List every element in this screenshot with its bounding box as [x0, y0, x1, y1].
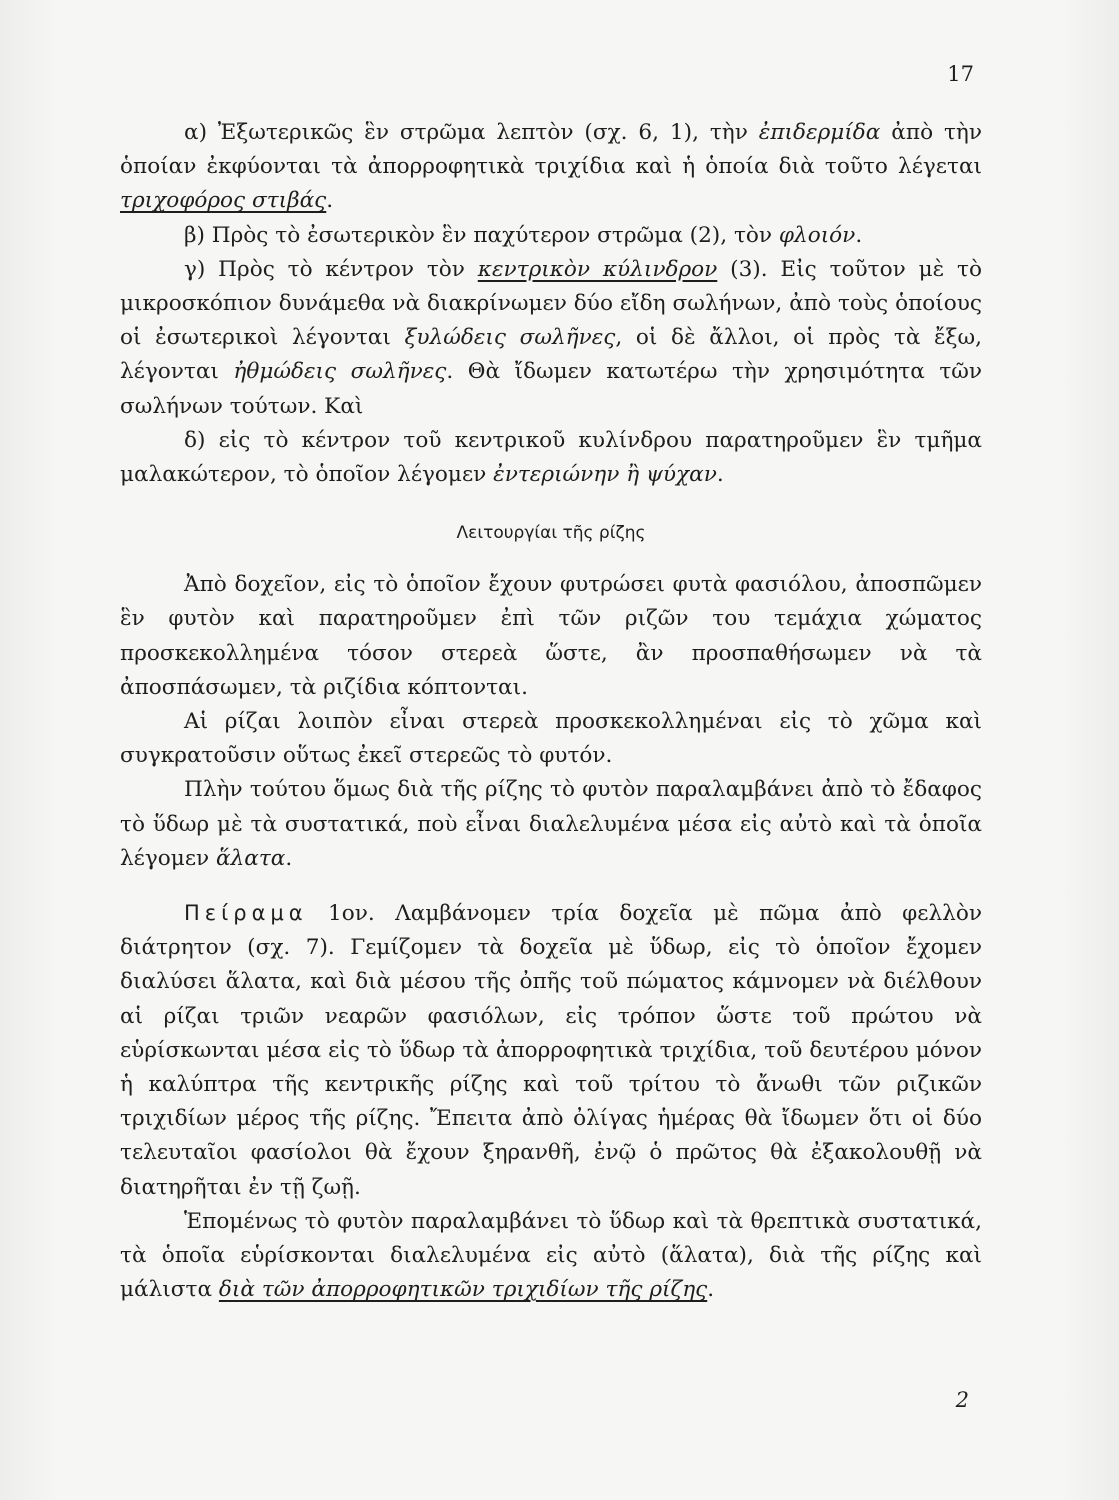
paragraph-2: Αἱ ρίζαι λοιπὸν εἶναι στερεὰ προσκεκολλημέναι εἰς τὸ χῶμα καὶ συγκρατοῦσιν οὕτως ἐκεῖ στερεῶς τὸ φυτόν.	[120, 709, 982, 769]
paragraph-3	[120, 773, 982, 876]
text-run: Ἑπομένως τὸ φυτὸν παραλαμβάνει τὸ ὕδωρ καὶ τὰ θρεπτικὰ συστατικά, τὰ ὁποῖα εὑρίσκονται διαλελυμένα εἰς αὐτὸ (ἅλατα), διὰ τῆς ρίζης καὶ μάλιστα	[120, 1208, 982, 1303]
text-run: .	[855, 222, 863, 248]
paragraph-4	[120, 1205, 982, 1308]
term-absorbing-hairs-conclusion: διὰ τῶν ἀπορροφητικῶν τριχιδίων τῆς ρίζης	[218, 1277, 708, 1303]
term-hair-layer: τριχοφόρος στιβάς	[120, 188, 327, 214]
term-epidermis: ἐπιδερμίδα	[758, 120, 881, 145]
text-run: .	[716, 462, 724, 488]
text-run: γ) Πρὸς τὸ κέντρον τὸν	[184, 256, 478, 282]
paragraph-d	[120, 424, 982, 492]
text-run: α) Ἐξωτερικῶς ἓν στρῶμα λεπτὸν (σχ. 6, 1), τὴν	[184, 120, 759, 145]
text-run: δ) εἰς τὸ κέντρον τοῦ κεντρικοῦ κυλίνδρου παρατηροῦμεν ἓν τμῆμα μαλακώτερον, τὸ ὁποῖον λέγομεν	[120, 427, 982, 488]
signature-mark: 2	[955, 1388, 969, 1412]
text-run: β) Πρὸς τὸ ἐσωτερικὸν ἓν παχύτερον στρῶμα (2), τὸν	[184, 222, 779, 248]
term-cortex: φλοιόν	[778, 222, 856, 248]
term-absorbing-hairs: ἀπορροφητικὰ τριχίδια	[367, 154, 626, 180]
spacer	[120, 876, 982, 896]
text-run: (3). Εἰς τοῦτον μὲ τὸ μικροσκόπιον δυνάμεθα νὰ διακρίνωμεν δύο εἴδη σωλήνων, ἀπὸ τοὺς ὁποίους οἱ ἐσωτερικοὶ λέγονται	[120, 256, 983, 351]
text-run: , οἱ δὲ ἄλλοι, οἱ πρὸς τὰ ἔξω, λέγονται	[120, 325, 983, 385]
text-run: ἀπὸ τὴν ὁποίαν ἐκφύονται τὰ	[120, 120, 982, 180]
text-run: καὶ ἡ ὁποία διὰ τοῦτο λέγεται	[625, 154, 982, 180]
term-xylem: ξυλώδεις σωλῆνες	[404, 325, 616, 351]
term-phloem: ἠθμώδεις σωλῆνες	[233, 359, 447, 385]
term-central-cylinder: κεντρικὸν κύλινδρον	[477, 256, 718, 282]
experiment-paragraph	[120, 896, 982, 1205]
text-run: .	[285, 845, 293, 871]
paragraph-b	[120, 219, 982, 253]
experiment-text: Λαμβάνομεν τρία δοχεῖα μὲ πῶμα ἀπὸ φελλὸν διάτρητον (σχ. 7). Γεμίζομεν τὰ δοχεῖα μὲ ὕδωρ, εἰς τὸ ὁποῖον ἔχομεν διαλύσει ἅλατα, καὶ διὰ μέσου τῆς ὀπῆς τοῦ πώματος κάμνομεν νὰ διέλθουν αἱ ρίζαι τριῶν νεαρῶν φασιόλων, εἰς τρόπον ὥστε τοῦ πρώτου νὰ εὑρίσκωνται μέσα εἰς τὸ ὕδωρ τὰ ἀπορροφητικὰ τριχίδια, τοῦ δευτέρου μόνον ἡ καλύπτρα τῆς κεντρικῆς ρίζης καὶ τοῦ τρίτου τὸ ἄνωθι τῶν ριζικῶν τριχιδίων μέρος τῆς ρίζης. Ἔπειτα ἀπὸ ὀλίγας ἡμέρας θὰ ἴδωμεν ὅτι οἱ δύο τελευταῖοι φασίολοι θὰ ἔχουν ξηρανθῆ, ἐνῷ ὁ πρῶτος θὰ ἐξακολουθῇ νὰ διατηρῆται ἐν τῇ ζωῇ.	[120, 901, 982, 1200]
experiment-number: 1ον.	[328, 901, 375, 927]
paragraph-1: Ἀπὸ δοχεῖον, εἰς τὸ ὁποῖον ἔχουν φυτρώσει φυτὰ φασιόλου, ἀποσπῶμεν ἓν φυτὸν καὶ παρατηροῦμεν ἐπὶ τῶν ριζῶν του τεμάχια χώματος προσκεκολλημένα τόσον στερεὰ ὥστε, ἂν προσπαθήσωμεν νὰ τὰ ἀποσπάσωμεν, τὰ ριζίδια κόπτονται.	[120, 572, 982, 700]
term-salts: ἅλατα	[216, 845, 286, 871]
text-run: .	[326, 188, 334, 214]
page-number-top: 17	[947, 62, 974, 86]
paragraph-a	[120, 116, 982, 219]
paragraph-c	[120, 253, 982, 424]
section-heading: Λειτουργίαι τῆς ρίζης	[456, 523, 646, 544]
experiment-label: Πείραμα	[184, 901, 308, 926]
term-pith: ἐντεριώνην ἢ ψύχαν	[493, 462, 717, 488]
text-run: .	[707, 1277, 715, 1303]
text-body	[120, 116, 982, 1308]
text-run: . Θὰ ἴδωμεν κατωτέρω τὴν χρησιμότητα τῶν σωλήνων τούτων. Καὶ	[120, 359, 983, 419]
text-run: Πλὴν τούτου ὅμως διὰ τῆς ρίζης τὸ φυτὸν παραλαμβάνει ἀπὸ τὸ ἔδαφος τὸ ὕδωρ μὲ τὰ συστατικά, ποὺ εἶναι διαλελυμένα μέσα εἰς αὐτὸ καὶ τὰ ὁποῖα λέγομεν	[120, 777, 982, 871]
